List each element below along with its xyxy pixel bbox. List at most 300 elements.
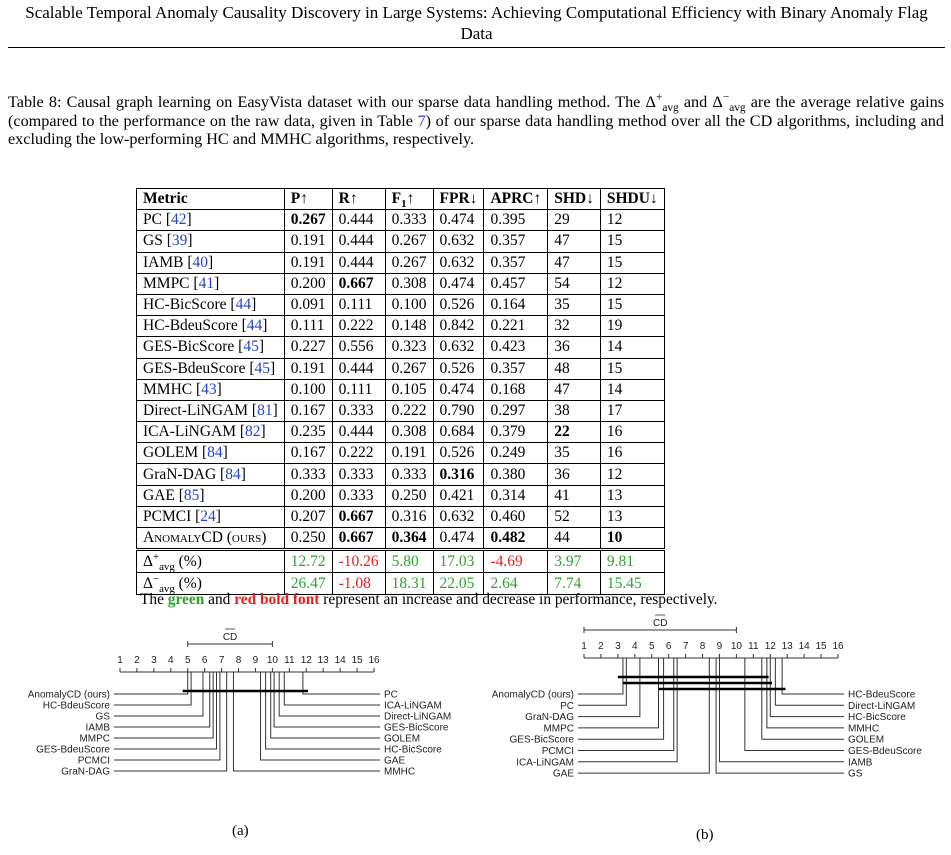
- value-cell: 0.222: [332, 316, 385, 337]
- citation-link[interactable]: 85: [183, 486, 200, 504]
- cite-bracket: ]: [215, 507, 221, 525]
- value-cell: 0.167: [284, 400, 332, 421]
- method-name: PCMCI: [143, 507, 196, 525]
- cite-bracket: ]: [216, 380, 222, 398]
- cite-bracket: ]: [187, 232, 193, 250]
- citation-link[interactable]: 40: [192, 253, 209, 271]
- method-cell: [137, 464, 285, 485]
- table-header-row: [137, 189, 665, 210]
- method-label: GES-BicScore: [509, 734, 574, 746]
- value-cell: 36: [548, 337, 601, 358]
- value-cell: 17: [600, 400, 664, 421]
- method-cell: [137, 294, 285, 315]
- value-cell: 52: [548, 506, 601, 527]
- citation-link[interactable]: 81: [257, 401, 273, 419]
- method-connector: [114, 672, 188, 694]
- cite-bracket: ]: [258, 338, 264, 356]
- citation-link[interactable]: 84: [225, 465, 241, 483]
- rank-tick-label: 15: [815, 641, 827, 652]
- rank-tick-label: 15: [351, 655, 363, 666]
- method-name: MMPC: [143, 274, 194, 292]
- value-cell: 0.474: [433, 273, 484, 294]
- table-row: [137, 400, 665, 421]
- citation-link[interactable]: 44: [235, 296, 252, 314]
- value-cell: 0.314: [484, 485, 548, 506]
- value-cell: 0.168: [484, 379, 548, 400]
- cite-bracket: [: [201, 444, 208, 462]
- method-label: GAE: [552, 768, 574, 780]
- citation-link[interactable]: 42: [171, 211, 187, 229]
- value-cell: 0.444: [332, 422, 385, 443]
- method-name: IAMB: [143, 253, 188, 271]
- method-cell: [137, 422, 285, 443]
- method-cell: [137, 210, 285, 231]
- value-cell: 0.460: [484, 506, 548, 527]
- value-cell: 0.395: [484, 210, 548, 231]
- method-label: GraN-DAG: [525, 712, 574, 724]
- header-f1: [385, 189, 433, 210]
- rank-tick-label: 14: [334, 655, 346, 666]
- method-cell: [137, 231, 285, 252]
- value-cell: 0.111: [332, 379, 385, 400]
- method-label: PCMCI: [541, 746, 574, 757]
- results-table: [136, 188, 665, 595]
- method-cell: [137, 485, 285, 506]
- value-cell: 0.474: [433, 528, 484, 550]
- rank-tick-label: 7: [218, 655, 225, 666]
- value-cell: 0.267: [284, 210, 332, 231]
- rank-tick-label: 11: [748, 641, 759, 652]
- value-cell: 0.632: [433, 252, 484, 273]
- rank-tick-label: 14: [798, 641, 810, 652]
- table-row: [137, 528, 665, 550]
- value-cell: 0.333: [332, 485, 385, 506]
- method-cell: [137, 379, 285, 400]
- value-cell: 0.207: [284, 506, 332, 527]
- method-name: Direct-LiNGAM: [143, 401, 252, 419]
- method-label: HC-BdeuScore: [42, 700, 110, 712]
- value-cell: 0.191: [284, 252, 332, 273]
- citation-link[interactable]: 39: [171, 232, 188, 250]
- value-cell: 0.227: [284, 337, 332, 358]
- table-row: [137, 506, 665, 527]
- caption-sup-minus: −: [722, 91, 730, 104]
- rank-tick-label: 10: [266, 655, 278, 666]
- value-cell: 41: [548, 485, 601, 506]
- value-cell: 0.526: [433, 294, 484, 315]
- method-connector: [578, 658, 626, 705]
- value-cell: 0.308: [385, 422, 433, 443]
- citation-link[interactable]: 43: [201, 380, 217, 398]
- rank-tick-label: 6: [665, 641, 672, 652]
- citation-link[interactable]: 44: [246, 317, 263, 335]
- value-cell: 0.423: [484, 337, 548, 358]
- cite-bracket: ]: [262, 317, 268, 335]
- caption-text-d: ) of our sparse data handling method over all the CD algorithms, including and excluding the low-performing HC and MMHC algorithms, respectively.: [8, 111, 944, 148]
- cite-bracket: [: [195, 380, 202, 398]
- table-row: [137, 252, 665, 273]
- method-connector: [114, 672, 217, 749]
- header-rule: [8, 47, 945, 48]
- gain-cell: 9.81: [600, 550, 664, 573]
- method-name: GES-BdeuScore: [143, 359, 250, 377]
- note-b: and: [204, 591, 235, 608]
- cite-bracket: [: [165, 211, 172, 229]
- rank-tick-label: 16: [832, 641, 844, 652]
- value-cell: 32: [548, 316, 601, 337]
- rank-tick-label: 7: [682, 641, 689, 652]
- value-cell: 0.148: [385, 316, 433, 337]
- table-row: [137, 210, 665, 231]
- cite-bracket: ]: [199, 486, 205, 504]
- table-row: [137, 294, 665, 315]
- method-connector: [762, 658, 844, 739]
- value-cell: 0.200: [284, 273, 332, 294]
- citation-link[interactable]: 82: [245, 423, 261, 441]
- method-name: GraN-DAG: [143, 465, 221, 483]
- method-connector: [745, 658, 844, 751]
- method-cell: [137, 252, 285, 273]
- method-name: GS: [143, 232, 167, 250]
- caption-label: Table 8:: [8, 93, 62, 111]
- method-label: HC-BdeuScore: [848, 689, 916, 701]
- method-label: GS: [848, 768, 863, 780]
- value-cell: 0.526: [433, 443, 484, 464]
- caption-sub-avg-2: avg: [729, 102, 746, 115]
- value-cell: 0.200: [284, 485, 332, 506]
- method-connector: [274, 672, 380, 727]
- table-row: [137, 464, 665, 485]
- method-name: GAE: [143, 486, 179, 504]
- value-cell: 0.111: [332, 294, 385, 315]
- citation-link[interactable]: 45: [254, 359, 270, 377]
- rank-tick-label: 3: [151, 655, 157, 666]
- method-cell: [137, 316, 285, 337]
- value-cell: 0.222: [385, 400, 433, 421]
- value-cell: 14: [600, 379, 664, 400]
- value-cell: 0.364: [385, 528, 433, 550]
- method-cell: [137, 506, 285, 527]
- value-cell: 0.250: [284, 528, 332, 550]
- method-label: GES-BdeuScore: [36, 744, 110, 756]
- cite-bracket: [: [166, 232, 172, 250]
- gain-unit: (%): [178, 552, 202, 570]
- method-label: PC: [384, 689, 398, 701]
- header-r: R↑: [332, 189, 385, 210]
- citation-link[interactable]: 45: [243, 338, 259, 356]
- cite-bracket: ]: [208, 253, 214, 271]
- cite-bracket: ]: [251, 296, 257, 314]
- rank-tick-label: 10: [730, 641, 742, 652]
- cite-bracket: ]: [222, 444, 228, 462]
- value-cell: 0.667: [332, 528, 385, 550]
- table-note: [140, 591, 830, 609]
- method-label: GraN-DAG: [61, 766, 110, 778]
- table-row: [137, 443, 665, 464]
- cite-bracket: [: [249, 359, 255, 377]
- cite-bracket: ]: [270, 359, 276, 377]
- value-cell: 0.333: [332, 464, 385, 485]
- rank-tick-label: 13: [781, 641, 793, 652]
- running-head: Scalable Temporal Anomaly Causality Discovery in Large Systems: Achieving Computational Efficiency with Binary Anomaly Flag Data: [25, 3, 928, 43]
- value-cell: 47: [548, 379, 601, 400]
- method-label: ICA-LiNGAM: [516, 757, 574, 769]
- table-row: [137, 358, 665, 379]
- value-cell: 13: [600, 485, 664, 506]
- rank-tick-label: 1: [117, 655, 123, 666]
- value-cell: 0.297: [484, 400, 548, 421]
- rank-tick-label: 4: [632, 641, 638, 652]
- value-cell: 35: [548, 294, 601, 315]
- citation-link[interactable]: 84: [207, 444, 223, 462]
- value-cell: 0.222: [332, 443, 385, 464]
- header-f1-f: F: [391, 190, 402, 208]
- value-cell: 0.333: [284, 464, 332, 485]
- method-label: MMPC: [79, 733, 110, 745]
- gain-cell: 18.31: [385, 573, 433, 595]
- value-cell: 47: [548, 231, 601, 252]
- value-cell: 0.091: [284, 294, 332, 315]
- cite-bracket: [: [187, 253, 193, 271]
- method-label: MMPC: [543, 723, 574, 735]
- method-label: GAE: [384, 755, 406, 767]
- caption-text-a: Causal graph learning on EasyVista dataset with our sparse data handling method. The Δ: [61, 93, 656, 111]
- table-row: [137, 273, 665, 294]
- method-cell: [137, 528, 285, 550]
- gain-cell: 2.64: [484, 573, 548, 595]
- value-cell: 0.444: [332, 231, 385, 252]
- subfigure-label-b: (b): [696, 827, 714, 843]
- method-label: HC-BicScore: [384, 744, 442, 756]
- value-cell: 0.526: [433, 358, 484, 379]
- caption-sup-plus: +: [655, 91, 663, 104]
- method-label: IAMB: [85, 722, 110, 734]
- value-cell: 0.790: [433, 400, 484, 421]
- method-name: HC-BicScore: [143, 296, 231, 314]
- value-cell: 0.100: [385, 294, 433, 315]
- cite-bracket: [: [193, 274, 199, 292]
- value-cell: 14: [600, 337, 664, 358]
- cite-bracket: ]: [272, 401, 278, 419]
- cite-bracket: [: [241, 317, 247, 335]
- cd-label: CD: [652, 618, 668, 629]
- cite-bracket: [: [238, 338, 244, 356]
- value-cell: 0.632: [433, 231, 484, 252]
- gain-cell: -10.26: [332, 550, 385, 573]
- rank-tick-label: 3: [615, 641, 621, 652]
- table-row: [137, 231, 665, 252]
- table-row: [137, 485, 665, 506]
- method-label: GOLEM: [384, 733, 421, 745]
- gain-cell: 22.05: [433, 573, 484, 595]
- citation-link[interactable]: 41: [198, 274, 215, 292]
- table-row: [137, 422, 665, 443]
- method-connector: [578, 658, 640, 717]
- value-cell: 10: [600, 528, 664, 550]
- method-label: Direct-LiNGAM: [848, 700, 916, 712]
- value-cell: 0.111: [284, 316, 332, 337]
- value-cell: 0.191: [284, 231, 332, 252]
- method-connector: [770, 658, 844, 717]
- cite-bracket: [: [195, 507, 201, 525]
- method-connector: [578, 658, 659, 728]
- value-cell: 0.105: [385, 379, 433, 400]
- method-cell: [137, 337, 285, 358]
- rank-tick-label: 12: [764, 641, 776, 652]
- method-label: ICA-LiNGAM: [384, 700, 442, 712]
- value-cell: 0.444: [332, 210, 385, 231]
- value-cell: 0.316: [385, 506, 433, 527]
- value-cell: 0.164: [484, 294, 548, 315]
- value-cell: 0.333: [332, 400, 385, 421]
- value-cell: 36: [548, 464, 601, 485]
- cd-diagram-b: [478, 612, 943, 802]
- method-connector: [233, 672, 380, 771]
- method-label: GS: [95, 711, 110, 723]
- header-shd: SHD↓: [548, 189, 601, 210]
- value-cell: 0.333: [385, 464, 433, 485]
- method-cell: [137, 358, 285, 379]
- value-cell: 44: [548, 528, 601, 550]
- value-cell: 12: [600, 273, 664, 294]
- method-label: AnomalyCD (ours): [491, 689, 574, 701]
- gain-row: [137, 550, 665, 573]
- method-cell: [137, 273, 285, 294]
- value-cell: 0.323: [385, 337, 433, 358]
- value-cell: 0.221: [484, 316, 548, 337]
- rank-tick-label: 2: [598, 641, 604, 652]
- value-cell: 15: [600, 231, 664, 252]
- value-cell: 0.357: [484, 358, 548, 379]
- value-cell: 19: [600, 316, 664, 337]
- method-label: Direct-LiNGAM: [384, 711, 452, 723]
- citation-link[interactable]: 24: [200, 507, 216, 525]
- note-red: red bold font: [234, 591, 320, 608]
- gain-label-cell: $\Delta^+_{avg}$ (%): [137, 550, 285, 573]
- gain-cell: 12.72: [284, 550, 332, 573]
- value-cell: 0.250: [385, 485, 433, 506]
- value-cell: 16: [600, 422, 664, 443]
- value-cell: 0.267: [385, 252, 433, 273]
- method-cell: [137, 400, 285, 421]
- rank-tick-label: 13: [317, 655, 329, 666]
- value-cell: 15: [600, 294, 664, 315]
- method-connector: [578, 658, 677, 762]
- value-cell: 0.249: [484, 443, 548, 464]
- value-cell: 0.474: [433, 379, 484, 400]
- table-body: [137, 210, 665, 595]
- caption-text-b: and Δ: [678, 93, 723, 111]
- rank-tick-label: 8: [699, 641, 706, 652]
- cite-bracket: [: [220, 465, 226, 483]
- value-cell: 0.267: [385, 358, 433, 379]
- gain-unit: (%): [178, 574, 202, 592]
- method-label: GES-BdeuScore: [848, 746, 922, 757]
- method-name: MMHC: [143, 380, 196, 398]
- header-fpr: FPR↓: [433, 189, 484, 210]
- rank-tick-label: 9: [252, 655, 259, 666]
- method-name: AnomalyCD (ours): [143, 529, 267, 547]
- value-cell: 0.667: [332, 506, 385, 527]
- value-cell: 0.191: [284, 358, 332, 379]
- cite-bracket: ]: [240, 465, 246, 483]
- value-cell: 0.444: [332, 252, 385, 273]
- note-a: The: [140, 591, 168, 608]
- header-shdu: SHDU↓: [600, 189, 664, 210]
- method-connector: [578, 658, 664, 739]
- method-connector: [266, 672, 380, 749]
- value-cell: 15: [600, 358, 664, 379]
- method-label: AnomalyCD (ours): [27, 689, 110, 701]
- method-connector: [284, 672, 380, 705]
- value-cell: 0.333: [385, 210, 433, 231]
- method-connector: [114, 672, 191, 705]
- method-name: PC: [143, 211, 166, 229]
- value-cell: 0.632: [433, 506, 484, 527]
- value-cell: 0.457: [484, 273, 548, 294]
- value-cell: 0.482: [484, 528, 548, 550]
- method-cell: [137, 443, 285, 464]
- table-row: [137, 316, 665, 337]
- gain-cell: 26.47: [284, 573, 332, 595]
- rank-tick-label: 8: [235, 655, 242, 666]
- gain-cell: -1.08: [332, 573, 385, 595]
- method-connector: [716, 658, 844, 773]
- cd-label: CD: [222, 632, 238, 643]
- cite-bracket: ]: [186, 211, 192, 229]
- value-cell: 48: [548, 358, 601, 379]
- method-connector: [578, 658, 623, 694]
- gain-cell: 7.74: [548, 573, 601, 595]
- method-connector: [578, 658, 709, 773]
- subfigure-label-a: (a): [232, 823, 249, 839]
- value-cell: 35: [548, 443, 601, 464]
- rank-tick-label: 11: [284, 655, 295, 666]
- cite-bracket: [: [230, 296, 236, 314]
- rank-tick-label: 5: [184, 655, 191, 666]
- value-cell: 0.684: [433, 422, 484, 443]
- gain-cell: 3.97: [548, 550, 601, 573]
- header-f1-sub: 1: [401, 198, 407, 211]
- value-cell: 0.100: [284, 379, 332, 400]
- value-cell: 0.191: [385, 443, 433, 464]
- value-cell: 0.308: [385, 273, 433, 294]
- table-ref-link[interactable]: 7: [417, 111, 426, 130]
- gain-cell: 17.03: [433, 550, 484, 573]
- value-cell: 47: [548, 252, 601, 273]
- value-cell: 22: [548, 422, 601, 443]
- gain-label-cell: $\Delta^-_{avg}$ (%): [137, 573, 285, 595]
- table-row: [137, 379, 665, 400]
- header-f1-arrow: ↑: [406, 190, 415, 208]
- method-name: HC-BdeuScore: [143, 317, 242, 335]
- rank-tick-label: 6: [201, 655, 208, 666]
- method-label: IAMB: [848, 757, 873, 769]
- cite-bracket: [: [178, 486, 184, 504]
- method-label: PCMCI: [77, 755, 110, 767]
- value-cell: 0.632: [433, 337, 484, 358]
- value-cell: 29: [548, 210, 601, 231]
- gain-cell: -4.69: [484, 550, 548, 573]
- gain-cell: 5.80: [385, 550, 433, 573]
- value-cell: 13: [600, 506, 664, 527]
- method-label: GES-BicScore: [384, 722, 449, 734]
- value-cell: 0.357: [484, 231, 548, 252]
- method-label: PC: [560, 700, 574, 712]
- method-label: GOLEM: [848, 734, 885, 746]
- value-cell: 16: [600, 443, 664, 464]
- value-cell: 0.444: [332, 358, 385, 379]
